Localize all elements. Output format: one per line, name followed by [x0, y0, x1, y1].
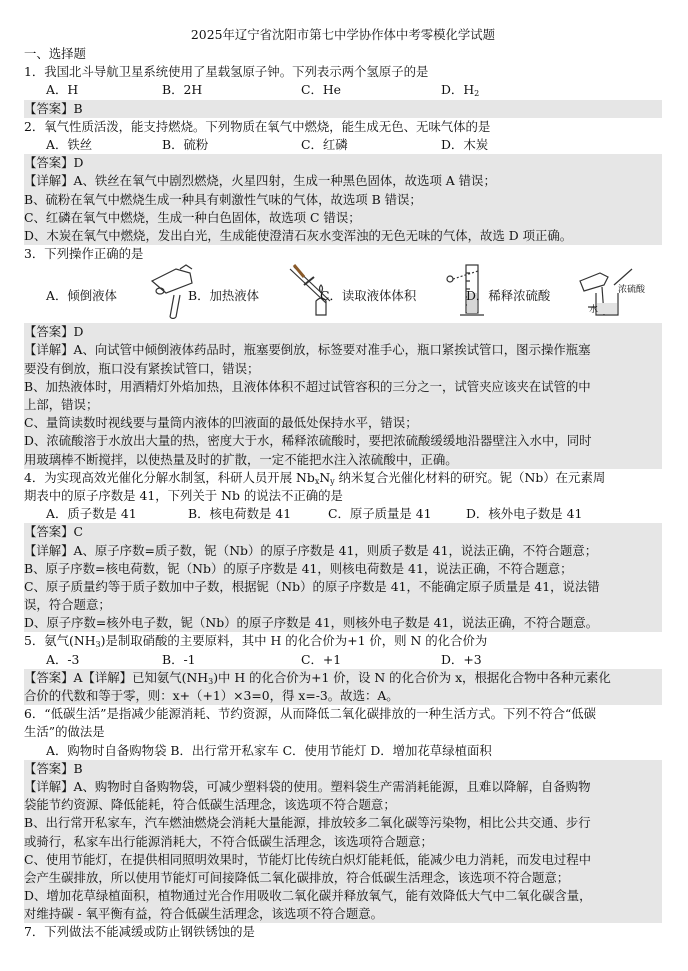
q4-options: [24, 505, 662, 523]
q3-stem: 3．下列操作正确的是: [24, 246, 144, 262]
q6-stem-line1: 6．“低碳生活”是指减少能源消耗、节约资源，从而降低二氧化碳排放的一种生活方式。下列不符合“低碳: [24, 706, 597, 722]
q5-explain-line: 【答案】A【详解】已知氨气$(NH_3)$中 H 的化合价为+1 价，设 N 的化合价为 x，根据化合物中各种元素化: [24, 669, 662, 687]
q2-explain-line: 【详解】A、铁丝在氧气中剧烈燃烧，火星四射，生成一种黑色固体，故选项 A 错误；: [24, 172, 662, 190]
q1-stem: 1．我国北斗导航卫星系统使用了星载氢原子钟。下列表示两个氢原子的是: [24, 64, 429, 80]
q7-stem: 7．下列做法不能减缓或防止钢铁锈蚀的是: [24, 924, 255, 940]
q5-option-b: B．-1: [162, 651, 196, 667]
q2-explain-line: B、硫粉在氧气中燃烧生成一种具有刺激性气味的气体，故选项 B 错误；: [24, 191, 662, 209]
q1-answer: 【答案】B: [24, 100, 662, 118]
q4-explain-line: D、原子序数=核外电子数，铌（Nb）的原子序数是 41，则核外电子数是 41，说法正确，不符合题意。: [24, 614, 662, 632]
q3-explain-line: 要没有倒放，瓶口没有紧挨试管口，错误；: [24, 360, 662, 378]
q3-figures: [24, 263, 662, 319]
page-title: 2025年辽宁省沈阳市第七中学协作体中考零模化学试题: [190, 27, 496, 42]
q4-explain-line: C、原子质量约等于质子数加中子数，根据铌（Nb）的原子序数是 41，不能确定原子质量是 41，说法错: [24, 578, 662, 596]
q3-explain-line: D、浓硫酸溶于水放出大量的热，密度大于水，稀释浓硫酸时，要把浓硫酸缓缓地沿器壁注入水中，同时: [24, 432, 662, 450]
q3-explain-line: 用玻璃棒不断搅拌，以使热量及时的扩散，一定不能把水注入浓硫酸中，正确。: [24, 451, 662, 469]
q4-explain-line: 【详解】A、原子序数=质子数，铌（Nb）的原子序数是 41，则质子数是 41，说法正确，不符合题意；: [24, 542, 662, 560]
q6-explain-line: 或骑行，私家车出行能源消耗大，不符合低碳生活理念，该选项符合题意；: [24, 833, 662, 851]
q2-explain-line: D、木炭在氧气中燃烧，发出白光，生成能使澄清石灰水变浑浊的无色无味的气体，故选 D 项正确。: [24, 227, 662, 245]
q2-option-d: D．木炭: [441, 136, 489, 152]
q3-option-a: A．倾倒液体: [46, 288, 117, 304]
section-heading: 一、选择题: [24, 46, 86, 61]
q4-stem-line2: 期表中的原子序数是 41，下列关于 Nb 的说法不正确的是: [24, 487, 343, 503]
q2-stem: 2．氧气性质活泼，能支持燃烧。下列物质在氧气中燃烧，能生成无色、无味气体的是: [24, 118, 491, 134]
q3-explain-line: B、加热液体时，用酒精灯外焰加热，且液体体积不超过试管容积的三分之一，试管夹应该夹在试管的中: [24, 378, 662, 396]
q5-option-a: A．-3: [46, 651, 80, 667]
q2-option-c: C．红磷: [301, 136, 348, 152]
q5-options: [24, 651, 662, 669]
q6-explain-line: D、增加花草绿植面积，植物通过光合作用吸收二氧化碳并释放氧气，能有效降低大气中二氧化碳含量，: [24, 887, 662, 905]
q1-options: [24, 81, 662, 99]
q3-option-b: B．加热液体: [188, 288, 260, 304]
q4-stem-line1: 4．为实现高效光催化分解水制氢，科研人员开展 $Nb_xN_y$ 纳米复合光催化材料的研究。铌（Nb）在元素周: [24, 469, 606, 486]
q4-explain-line: 误，符合题意；: [24, 596, 662, 614]
q3-explain-line: C、量筒读数时视线要与量筒内液体的凹液面的最低处保持水平，错误；: [24, 414, 662, 432]
q1-option-d: D．$H_2$: [441, 82, 480, 99]
q2-answer: 【答案】D: [24, 154, 662, 172]
q6-explain-line: 对维持碳 - 氧平衡有益，符合低碳生活理念，该选项不符合题意。: [24, 905, 662, 923]
q4-explain-line: B、原子序数=核电荷数，铌（Nb）的原子序数是 41，则核电荷数是 41，说法正确，不符合题意；: [24, 560, 662, 578]
q3-option-d: D．稀释浓硫酸: [466, 288, 551, 304]
q6-answer: 【答案】B: [24, 760, 662, 778]
q2-options: [24, 136, 662, 154]
q4-option-d: D．核外电子数是 41: [466, 506, 583, 522]
q6-explain-line: 袋能节约资源、降低能耗，符合低碳生活理念，该选项不符合题意；: [24, 796, 662, 814]
q1-option-c: C．He: [301, 82, 342, 98]
q3-option-c: C．读取液体体积: [320, 288, 417, 304]
q5-explain-line: 合价的代数和等于零，则：x+（+1）×3=0，得 x=-3。故选：A。: [24, 687, 662, 705]
q4-option-a: A．质子数是 41: [46, 506, 137, 522]
q6-explain-line: C、使用节能灯，在提供相同照明效果时，节能灯比传统白炽灯能耗低，能减少电力消耗，而发电过程中: [24, 851, 662, 869]
q5-stem: 5．氨气$(NH_3)$是制取硝酸的主要原料，其中 H 的化合价为+1 价，则 N 的化合价为: [24, 633, 488, 650]
q2-option-a: A．铁丝: [46, 136, 93, 152]
q3-explain-line: 上部，错误；: [24, 396, 662, 414]
q4-option-c: C．原子质量是 41: [328, 506, 432, 522]
q4-answer: 【答案】C: [24, 523, 662, 541]
q2-option-b: B．硫粉: [162, 136, 209, 152]
q3-answer: 【答案】D: [24, 323, 662, 341]
q6-explain-line: B、出行常开私家车，汽车燃油燃烧会消耗大量能源，排放较多二氧化碳等污染物，相比公共交通、步行: [24, 814, 662, 832]
sulfuric-acid-label: 浓硫酸: [618, 285, 646, 296]
q6-explain-line: 【详解】A、购物时自备购物袋，可减少塑料袋的使用。塑料袋生产需消耗能源，且难以降解，自备购物: [24, 778, 662, 796]
q5-option-d: D．+3: [441, 651, 482, 667]
q2-explain-line: C、红磷在氧气中燃烧，生成一种白色固体，故选项 C 错误；: [24, 209, 662, 227]
q6-options: A．购物时自备购物袋 B．出行常开私家车 C．使用节能灯 D．增加花草绿植面积: [46, 742, 492, 758]
water-label: 水: [589, 305, 599, 316]
q6-stem-line2: 生活”的做法是: [24, 724, 105, 740]
q6-explain-line: 会产生碳排放，所以使用节能灯可间接降低二氧化碳排放，符合低碳生活理念，该选项不符合题意；: [24, 869, 662, 887]
q3-explain-line: 【详解】A、向试管中倾倒液体药品时，瓶塞要倒放，标签要对准手心，瓶口紧挨试管口，图示操作瓶塞: [24, 341, 662, 359]
q4-option-b: B．核电荷数是 41: [188, 506, 292, 522]
q5-option-c: C．+1: [301, 651, 342, 667]
q1-option-a: A．H: [46, 82, 79, 98]
q1-option-b: B．2H: [162, 82, 203, 98]
